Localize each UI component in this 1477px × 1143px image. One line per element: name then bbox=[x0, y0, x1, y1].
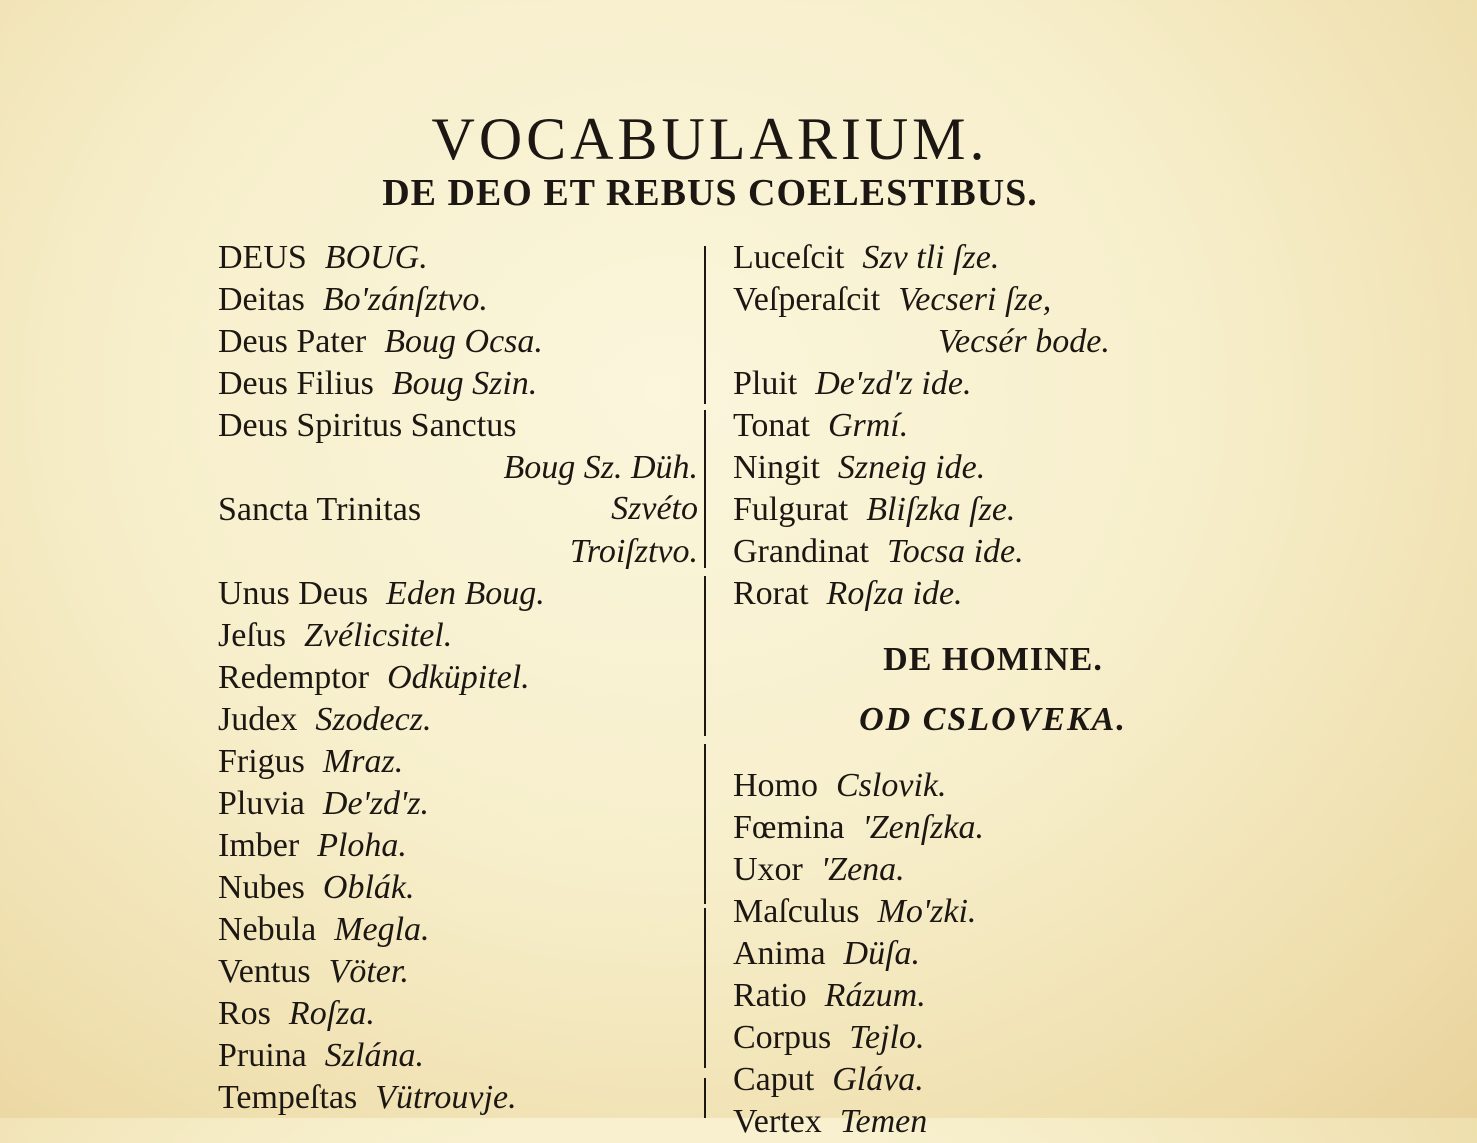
latin-term: Ventus bbox=[218, 953, 311, 990]
latin-term: Unus Deus bbox=[218, 575, 369, 612]
slovak-translation: Szlána. bbox=[324, 1037, 424, 1074]
vocabulary-entry bbox=[733, 932, 1253, 974]
vocabulary-entry bbox=[218, 446, 698, 488]
slovak-translation: Boug Sz. Düh. bbox=[503, 449, 698, 486]
slovak-translation: Tocsa ide. bbox=[886, 533, 1024, 570]
slovak-translation: Odküpitel. bbox=[387, 659, 530, 696]
section-heading: DE HOMINE. bbox=[883, 641, 1103, 678]
vocabulary-entry bbox=[733, 1016, 1253, 1058]
vocabulary-entry bbox=[218, 908, 698, 950]
vocabulary-entry bbox=[733, 1100, 1253, 1142]
vocabulary-entry bbox=[218, 236, 698, 278]
latin-term: Uxor bbox=[733, 851, 803, 888]
slovak-translation: Boug Ocsa. bbox=[384, 323, 543, 360]
page-title: VOCABULARIUM. bbox=[431, 106, 989, 172]
vocabulary-entry bbox=[218, 698, 698, 740]
latin-term: Pruina bbox=[218, 1037, 307, 1074]
slovak-translation: Megla. bbox=[334, 911, 430, 948]
slovak-translation: Grmí. bbox=[827, 407, 909, 444]
latin-term: Fœmina bbox=[733, 809, 845, 846]
slovak-translation: 'Zenſzka. bbox=[862, 809, 984, 846]
vocabulary-entry bbox=[733, 404, 1253, 446]
vocabulary-entry bbox=[218, 278, 698, 320]
latin-term: Sancta Trinitas bbox=[218, 491, 422, 528]
latin-term: Anima bbox=[733, 935, 826, 972]
vocabulary-entry bbox=[218, 1076, 698, 1118]
vocabulary-entry bbox=[218, 404, 698, 446]
column-divider bbox=[704, 246, 706, 404]
latin-term: Corpus bbox=[733, 1019, 832, 1056]
slovak-translation: Gláva. bbox=[832, 1061, 924, 1098]
slovak-translation: Szv tli ſze. bbox=[862, 239, 1000, 276]
latin-term: Fulgurat bbox=[733, 491, 849, 528]
latin-term: Redemptor bbox=[218, 659, 370, 696]
column-divider bbox=[704, 576, 706, 736]
latin-term: Rorat bbox=[733, 575, 809, 612]
slovak-translation: Bliſzka ſze. bbox=[866, 491, 1016, 528]
slovak-translation: Mo'zki. bbox=[877, 893, 977, 930]
slovak-translation: Oblák. bbox=[322, 869, 415, 906]
latin-term: Luceſcit bbox=[733, 239, 845, 276]
latin-term: Imber bbox=[218, 827, 300, 864]
latin-term: Ningit bbox=[733, 449, 820, 486]
vocabulary-entry bbox=[733, 278, 1253, 320]
vocabulary-entry bbox=[218, 320, 698, 362]
vocabulary-entry bbox=[733, 974, 1253, 1016]
vocabulary-entry bbox=[218, 614, 698, 656]
column-divider bbox=[704, 1078, 706, 1118]
vocabulary-entry bbox=[218, 782, 698, 824]
vocabulary-entry bbox=[733, 890, 1253, 932]
slovak-translation: Vöter. bbox=[328, 953, 409, 990]
slovak-translation: Boug Szin. bbox=[391, 365, 538, 402]
right-column bbox=[733, 236, 1253, 1142]
vocabulary-entry bbox=[218, 824, 698, 866]
latin-term: Vertex bbox=[733, 1103, 822, 1140]
slovak-translation: 'Zena. bbox=[820, 851, 905, 888]
slovak-translation: Düſa. bbox=[843, 935, 921, 972]
vocabulary-entry bbox=[733, 1058, 1253, 1100]
latin-term: Frigus bbox=[218, 743, 305, 780]
vocabulary-entry bbox=[218, 362, 698, 404]
slovak-translation: Szodecz. bbox=[315, 701, 432, 738]
vocabulary-entry bbox=[218, 530, 698, 572]
vocabulary-entry bbox=[218, 488, 698, 530]
slovak-translation: Roſza. bbox=[288, 995, 375, 1032]
vocabulary-entry bbox=[733, 446, 1253, 488]
latin-term: Deus Spiritus Sanctus bbox=[218, 407, 517, 444]
vocabulary-entry bbox=[218, 1034, 698, 1076]
left-column bbox=[218, 236, 698, 1118]
slovak-translation: Vecsér bode. bbox=[938, 323, 1110, 360]
vocabulary-entry bbox=[733, 848, 1253, 890]
slovak-translation: Rázum. bbox=[824, 977, 926, 1014]
vocabulary-entry bbox=[218, 950, 698, 992]
slovak-translation: De'zd'z. bbox=[322, 785, 430, 822]
column-divider bbox=[704, 410, 706, 568]
latin-term: Ratio bbox=[733, 977, 807, 1014]
slovak-translation: Roſza ide. bbox=[826, 575, 963, 612]
latin-term: Ros bbox=[218, 995, 271, 1032]
latin-term: Caput bbox=[733, 1061, 815, 1098]
column-divider bbox=[704, 908, 706, 1068]
slovak-translation: BOUG. bbox=[324, 239, 428, 276]
latin-term: Grandinat bbox=[733, 533, 869, 570]
latin-term: Deus Filius bbox=[218, 365, 374, 402]
vocabulary-entry bbox=[733, 764, 1253, 806]
latin-term: Pluit bbox=[733, 365, 798, 402]
vocabulary-entry bbox=[733, 488, 1253, 530]
latin-term: Deus Pater bbox=[218, 323, 367, 360]
vocabulary-entry bbox=[218, 740, 698, 782]
latin-term: Jeſus bbox=[218, 617, 286, 654]
latin-term: Nubes bbox=[218, 869, 305, 906]
latin-term: Tonat bbox=[733, 407, 810, 444]
latin-term: Pluvia bbox=[218, 785, 305, 822]
vocabulary-entry bbox=[733, 362, 1253, 404]
latin-term: Veſperaſcit bbox=[733, 281, 881, 318]
column-divider bbox=[704, 744, 706, 904]
latin-term: Nebula bbox=[218, 911, 317, 948]
latin-term: Deitas bbox=[218, 281, 305, 318]
page-subtitle: DE DEO ET REBUS COELESTIBUS. bbox=[382, 172, 1038, 214]
slovak-translation: Zvélicsitel. bbox=[304, 617, 453, 654]
slovak-translation: Szvéto bbox=[611, 490, 698, 527]
vocabulary-entry bbox=[733, 806, 1253, 848]
slovak-translation: Eden Boug. bbox=[386, 575, 545, 612]
vocabulary-entry bbox=[218, 572, 698, 614]
latin-term: Tempeſtas bbox=[218, 1079, 358, 1116]
vocabulary-entry bbox=[733, 530, 1253, 572]
latin-term: Judex bbox=[218, 701, 298, 738]
vocabulary-entry bbox=[733, 572, 1253, 614]
slovak-translation: Ploha. bbox=[317, 827, 407, 864]
slovak-translation: Vecseri ſze, bbox=[898, 281, 1052, 318]
slovak-translation: Cslovik. bbox=[836, 767, 947, 804]
vocabulary-entry bbox=[733, 320, 1253, 362]
slovak-translation: Bo'zánſztvo. bbox=[322, 281, 488, 318]
vocabulary-entry bbox=[733, 236, 1253, 278]
latin-term: Homo bbox=[733, 767, 818, 804]
latin-term: Maſculus bbox=[733, 893, 860, 930]
slovak-translation: Vütrouvje. bbox=[375, 1079, 517, 1116]
slovak-translation: Szneig ide. bbox=[837, 449, 986, 486]
slovak-translation: Tejlo. bbox=[849, 1019, 925, 1056]
slovak-translation: Troiſztvo. bbox=[569, 533, 698, 570]
vocabulary-entry bbox=[218, 656, 698, 698]
section-subheading: OD CSLOVEKA. bbox=[859, 701, 1127, 738]
latin-term: DEUS bbox=[218, 239, 307, 276]
vocabulary-entry bbox=[218, 866, 698, 908]
slovak-translation: Mraz. bbox=[322, 743, 404, 780]
vocabulary-entry bbox=[218, 992, 698, 1034]
slovak-translation: Temen bbox=[839, 1103, 928, 1140]
slovak-translation: De'zd'z ide. bbox=[815, 365, 972, 402]
